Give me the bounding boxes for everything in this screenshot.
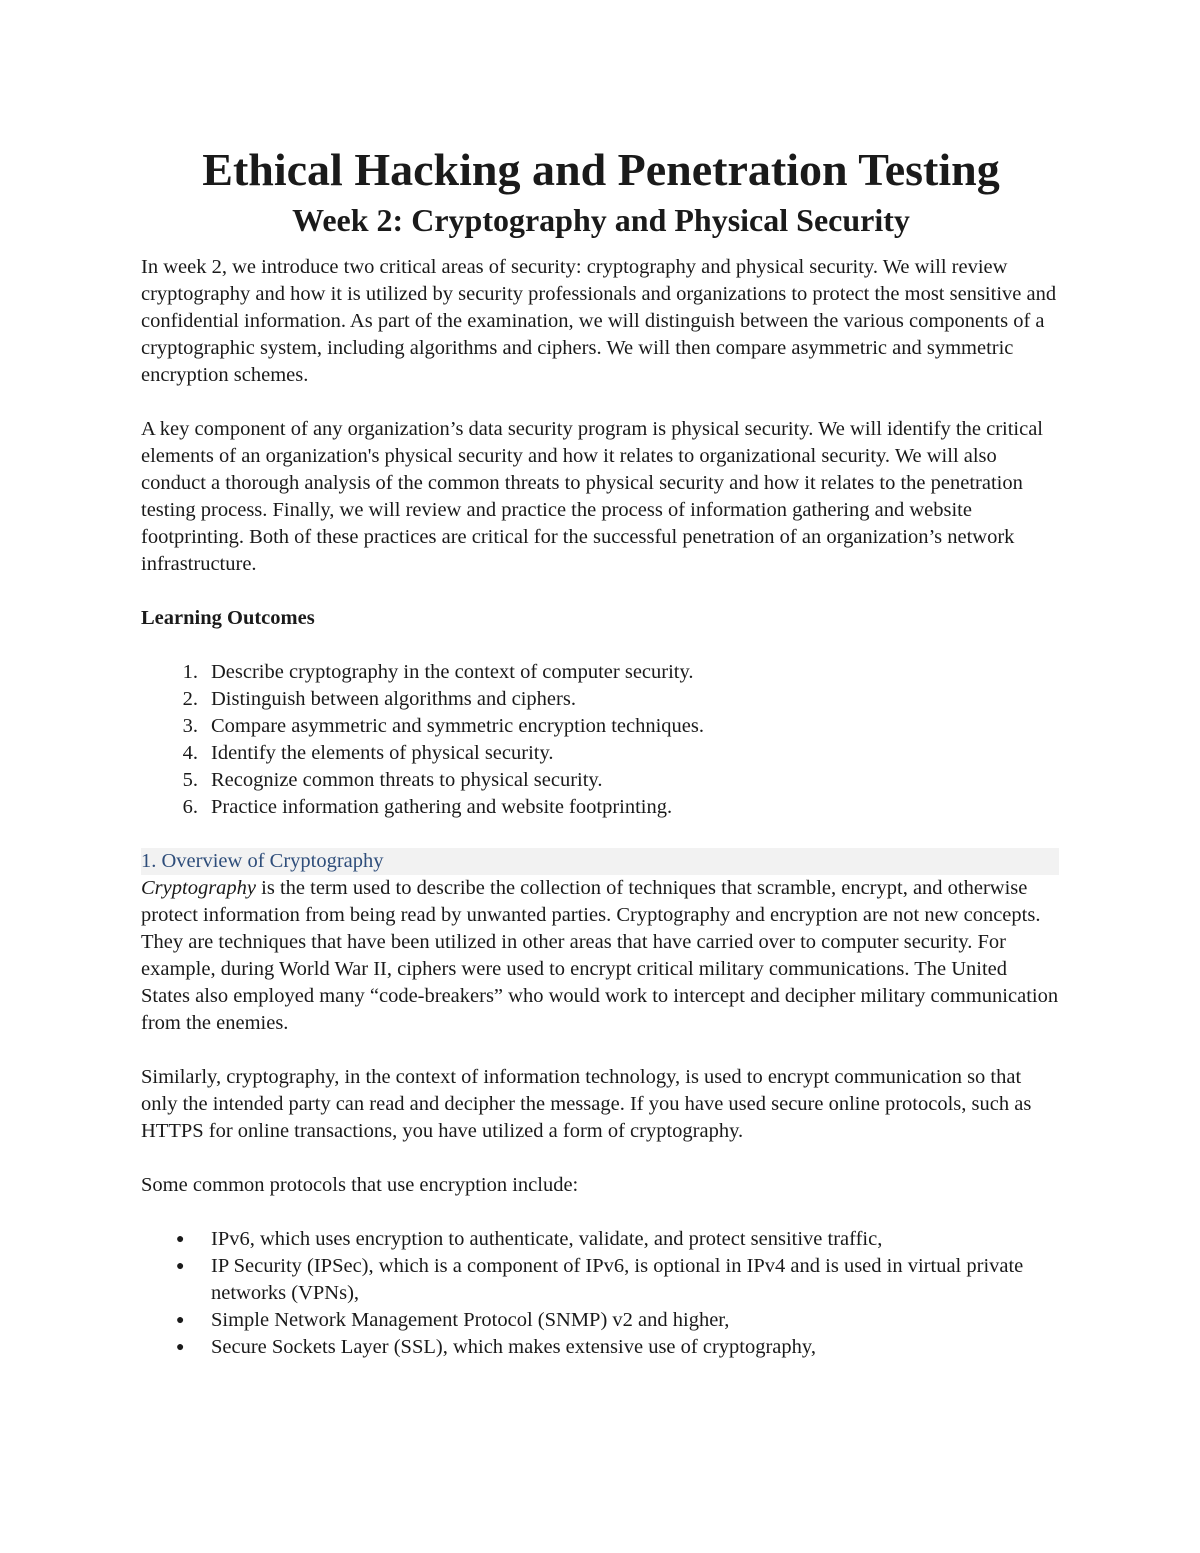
list-item-text: Recognize common threats to physical security. <box>211 769 603 791</box>
intro-paragraph-2: A key component of any organization’s data security program is physical security. We will identify the critical elements of an organization's physical security and how it relates to organizational security. We will also conduct a thorough analysis of the common threats to physical security and how it relates to the penetration testing process. Finally, we will review and practice the process of information gathering and website footprinting. Both of these practices are critical for the successful penetration of an organization’s network infrastructure. <box>141 418 1043 575</box>
list-number: 3. <box>182 715 198 737</box>
list-item-text: Practice information gathering and website footprinting. <box>211 796 673 818</box>
intro-paragraph-1: In week 2, we introduce two critical areas of security: cryptography and physical security. We will review cryptography and how it is utilized by security professionals and organizations to protect the most sensitive and confidential information. As part of the examination, we will distinguish between the various components of a cryptographic system, including algorithms and ciphers. We will then compare asymmetric and symmetric encryption schemes. <box>141 256 1057 386</box>
protocol-list <box>141 1226 1061 1361</box>
document-subtitle: Week 2: Cryptography and Physical Security <box>292 202 910 238</box>
overview-paragraph-1-text: is the term used to describe the collection of techniques that scramble, encrypt, and otherwise protect information from being read by unwanted parties. Cryptography and encryption are not new concepts. They are techniques that have been utilized in other areas that have carried over to computer security. For example, during World War II, ciphers were used to encrypt critical military communications. The United States also employed many “code-breakers” who would work to intercept and decipher military communication from the enemies. <box>141 877 1059 1034</box>
list-item <box>141 1334 1061 1361</box>
list-item-text: Distinguish between algorithms and ciphers. <box>211 688 576 710</box>
bullet-icon: ● <box>176 1340 185 1355</box>
list-item-text: Identify the elements of physical security. <box>211 742 554 764</box>
overview-paragraph-1 <box>141 875 1061 1037</box>
list-item <box>141 713 1061 740</box>
bullet-icon: ● <box>176 1313 185 1328</box>
document-page <box>141 140 1061 1361</box>
list-item-text: Secure Sockets Layer (SSL), which makes extensive use of cryptography, <box>211 1336 816 1358</box>
learning-outcomes-list <box>141 659 1061 821</box>
list-item-text: Simple Network Management Protocol (SNMP) v2 and higher, <box>211 1309 730 1331</box>
bullet-icon: ● <box>176 1259 185 1274</box>
list-item <box>141 686 1061 713</box>
section-heading-overview: 1. Overview of Cryptography <box>141 848 1059 875</box>
list-item-text: Compare asymmetric and symmetric encryption techniques. <box>211 715 704 737</box>
list-number: 5. <box>182 769 198 791</box>
list-item-text: IP Security (IPSec), which is a component of IPv6, is optional in IPv4 and is used in virtual private networks (VPNs), <box>211 1255 1024 1304</box>
list-item <box>141 1226 1061 1253</box>
list-item <box>141 740 1061 767</box>
list-item <box>141 1307 1061 1334</box>
list-item <box>141 767 1061 794</box>
list-item-text: IPv6, which uses encryption to authenticate, validate, and protect sensitive traffic, <box>211 1228 883 1250</box>
list-number: 1. <box>182 661 198 683</box>
list-number: 2. <box>182 688 198 710</box>
document-title: Ethical Hacking and Penetration Testing <box>202 144 1000 195</box>
defined-term: Cryptography <box>141 877 257 899</box>
overview-paragraph-2: Similarly, cryptography, in the context of information technology, is used to encrypt communication so that only the intended party can read and decipher the message. If you have used secure online protocols, such as HTTPS for online transactions, you have utilized a form of cryptography. <box>141 1066 1032 1142</box>
list-item <box>141 659 1061 686</box>
list-item-text: Describe cryptography in the context of computer security. <box>211 661 694 683</box>
learning-outcomes-heading: Learning Outcomes <box>141 607 315 629</box>
list-number: 6. <box>182 796 198 818</box>
list-number: 4. <box>182 742 198 764</box>
list-item <box>141 1253 1061 1307</box>
overview-paragraph-3: Some common protocols that use encryption include: <box>141 1174 579 1196</box>
bullet-icon: ● <box>176 1232 185 1247</box>
list-item <box>141 794 1061 821</box>
